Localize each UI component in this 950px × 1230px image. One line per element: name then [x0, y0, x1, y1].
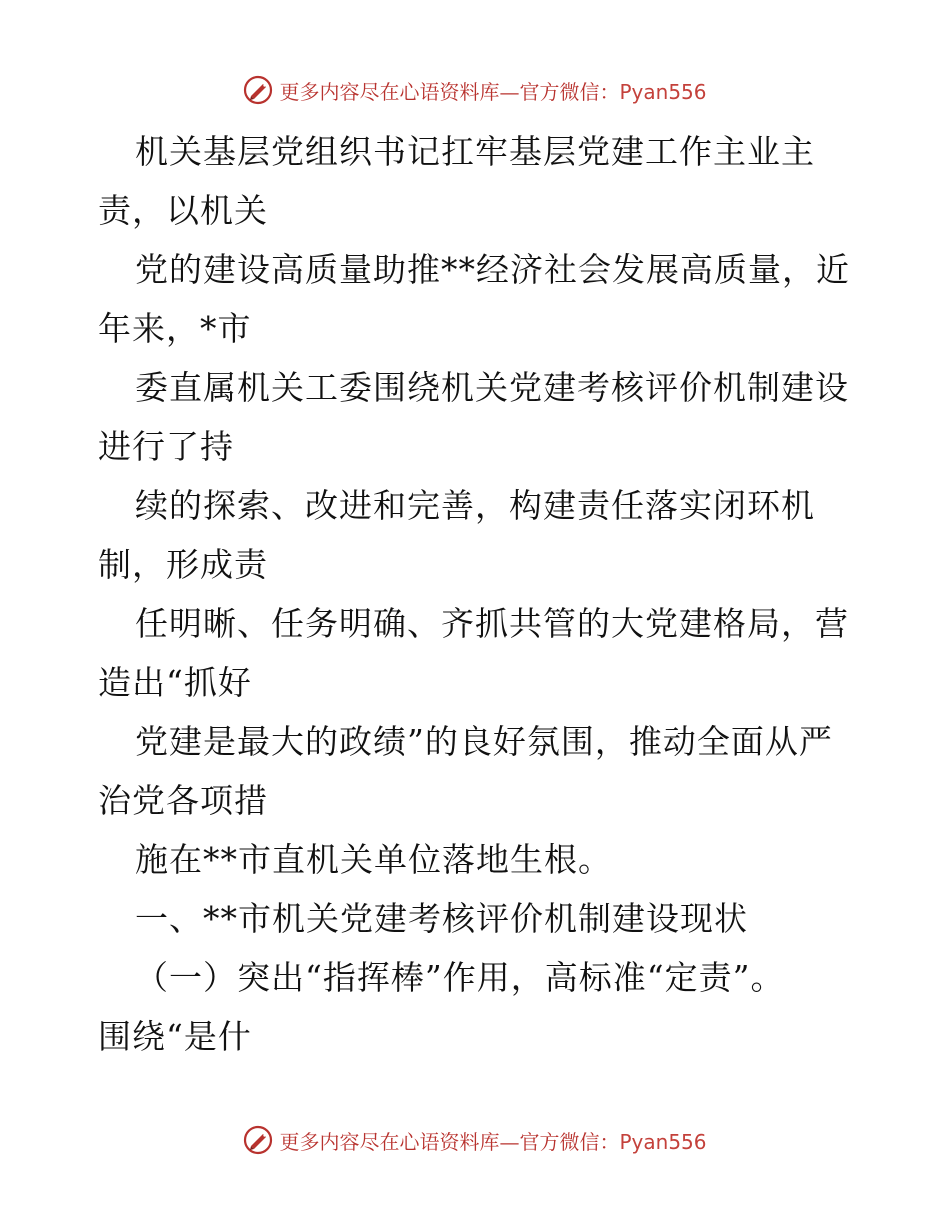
text-line: 委直属机关工委围绕机关党建考核评价机制建设 [135, 368, 849, 407]
watermark-footer [0, 1120, 950, 1160]
text-line: 造出“抓好 [98, 663, 252, 702]
pen-logo-icon [243, 75, 273, 105]
text-line: 施在**市直机关单位落地生根。 [135, 840, 612, 879]
document-body [98, 122, 858, 1066]
text-line: 围绕“是什 [98, 1017, 252, 1056]
text-line: 机关基层党组织书记扛牢基层党建工作主业主 [135, 132, 815, 171]
text-line: 责，以机关 [98, 191, 268, 230]
text-line: 制，形成责 [98, 545, 268, 584]
text-line: 年来，*市 [98, 309, 252, 348]
watermark-id: Pyan556 [619, 79, 707, 104]
text-line: 治党各项措 [98, 781, 268, 820]
text-line: 党建是最大的政绩”的良好氛围，推动全面从严 [135, 722, 833, 761]
pen-logo-icon [243, 1125, 273, 1155]
text-line: 党的建设高质量助推**经济社会发展高质量，近 [135, 250, 850, 289]
text-line: （一）突出“指挥棒”作用，高标准“定责”。 [135, 958, 785, 997]
text-line: 一、**市机关党建考核评价机制建设现状 [135, 899, 748, 938]
watermark-text: 更多内容尽在心语资料库—官方微信：Pyan556 [279, 1129, 707, 1154]
text-line: 进行了持 [98, 427, 234, 466]
watermark-header [0, 70, 950, 110]
watermark-text: 更多内容尽在心语资料库—官方微信：Pyan556 [279, 79, 707, 104]
text-line: 任明晰、任务明确、齐抓共管的大党建格局，营 [135, 604, 849, 643]
watermark-id: Pyan556 [619, 1129, 707, 1154]
text-line: 续的探索、改进和完善，构建责任落实闭环机 [135, 486, 815, 525]
